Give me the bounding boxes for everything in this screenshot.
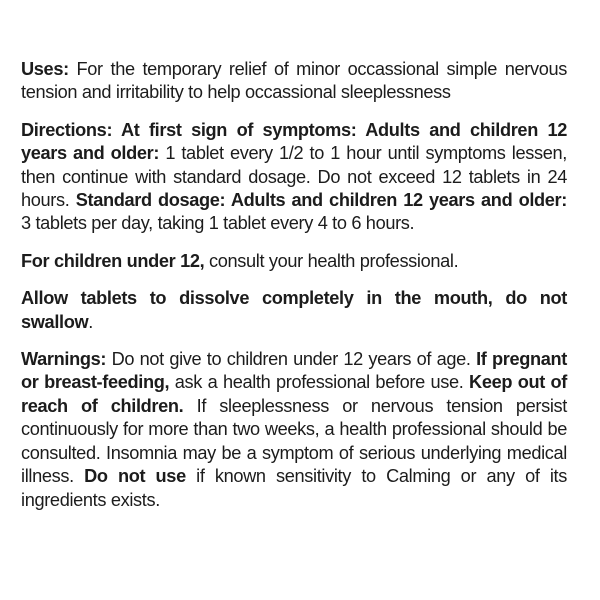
keep-out-of-reach-heading: Keep out of reach of children. — [21, 372, 567, 416]
persistence-text: If sleeplessness or nervous tension persist continuously for more than two weeks, a health professional should be consulted. Insomnia may be a symptom of serious underlying medical illness. — [21, 395, 567, 487]
directions-section — [21, 119, 567, 236]
directions-heading: Directions: At first sign of symptoms: Adults and children 12 years and older: — [21, 119, 567, 164]
dissolve-section — [21, 287, 567, 334]
directions-text: 1 tablet every 1/2 to 1 hour until symptoms lessen, then continue with standard dosage. Do not exceed 12 tablets in 24 hours. — [21, 143, 567, 211]
standard-dosage-heading: Standard dosage: Adults and children 12 years and older: — [75, 190, 567, 211]
dissolve-instruction: Allow tablets to dissolve completely in the mouth, do not swallow — [21, 288, 567, 332]
warnings-section — [21, 348, 567, 512]
uses-section — [21, 58, 567, 105]
pregnant-heading: If pregnant or breast-feeding, — [21, 349, 567, 393]
standard-dosage-text: 3 tablets per day, taking 1 tablet every 4 to 6 hours. — [21, 213, 415, 234]
pregnant-text: ask a health professional before use. — [169, 372, 470, 393]
children-heading: For children under 12, — [21, 250, 205, 271]
sensitivity-text: if known sensitivity to Calming or any of its ingredients exists. — [21, 466, 568, 510]
product-label-text — [21, 58, 567, 526]
children-section — [21, 250, 567, 273]
uses-text: For the temporary relief of minor occassional simple nervous tension and irritability to help occassional sleeplessness — [21, 59, 567, 103]
children-text: consult your health professional. — [204, 250, 459, 271]
warnings-text: Do not give to children under 12 years of age. — [106, 349, 477, 370]
uses-heading: Uses: — [21, 59, 69, 79]
dissolve-period: . — [88, 311, 93, 332]
do-not-use-heading: Do not use — [84, 466, 186, 487]
warnings-heading: Warnings: — [21, 349, 107, 370]
